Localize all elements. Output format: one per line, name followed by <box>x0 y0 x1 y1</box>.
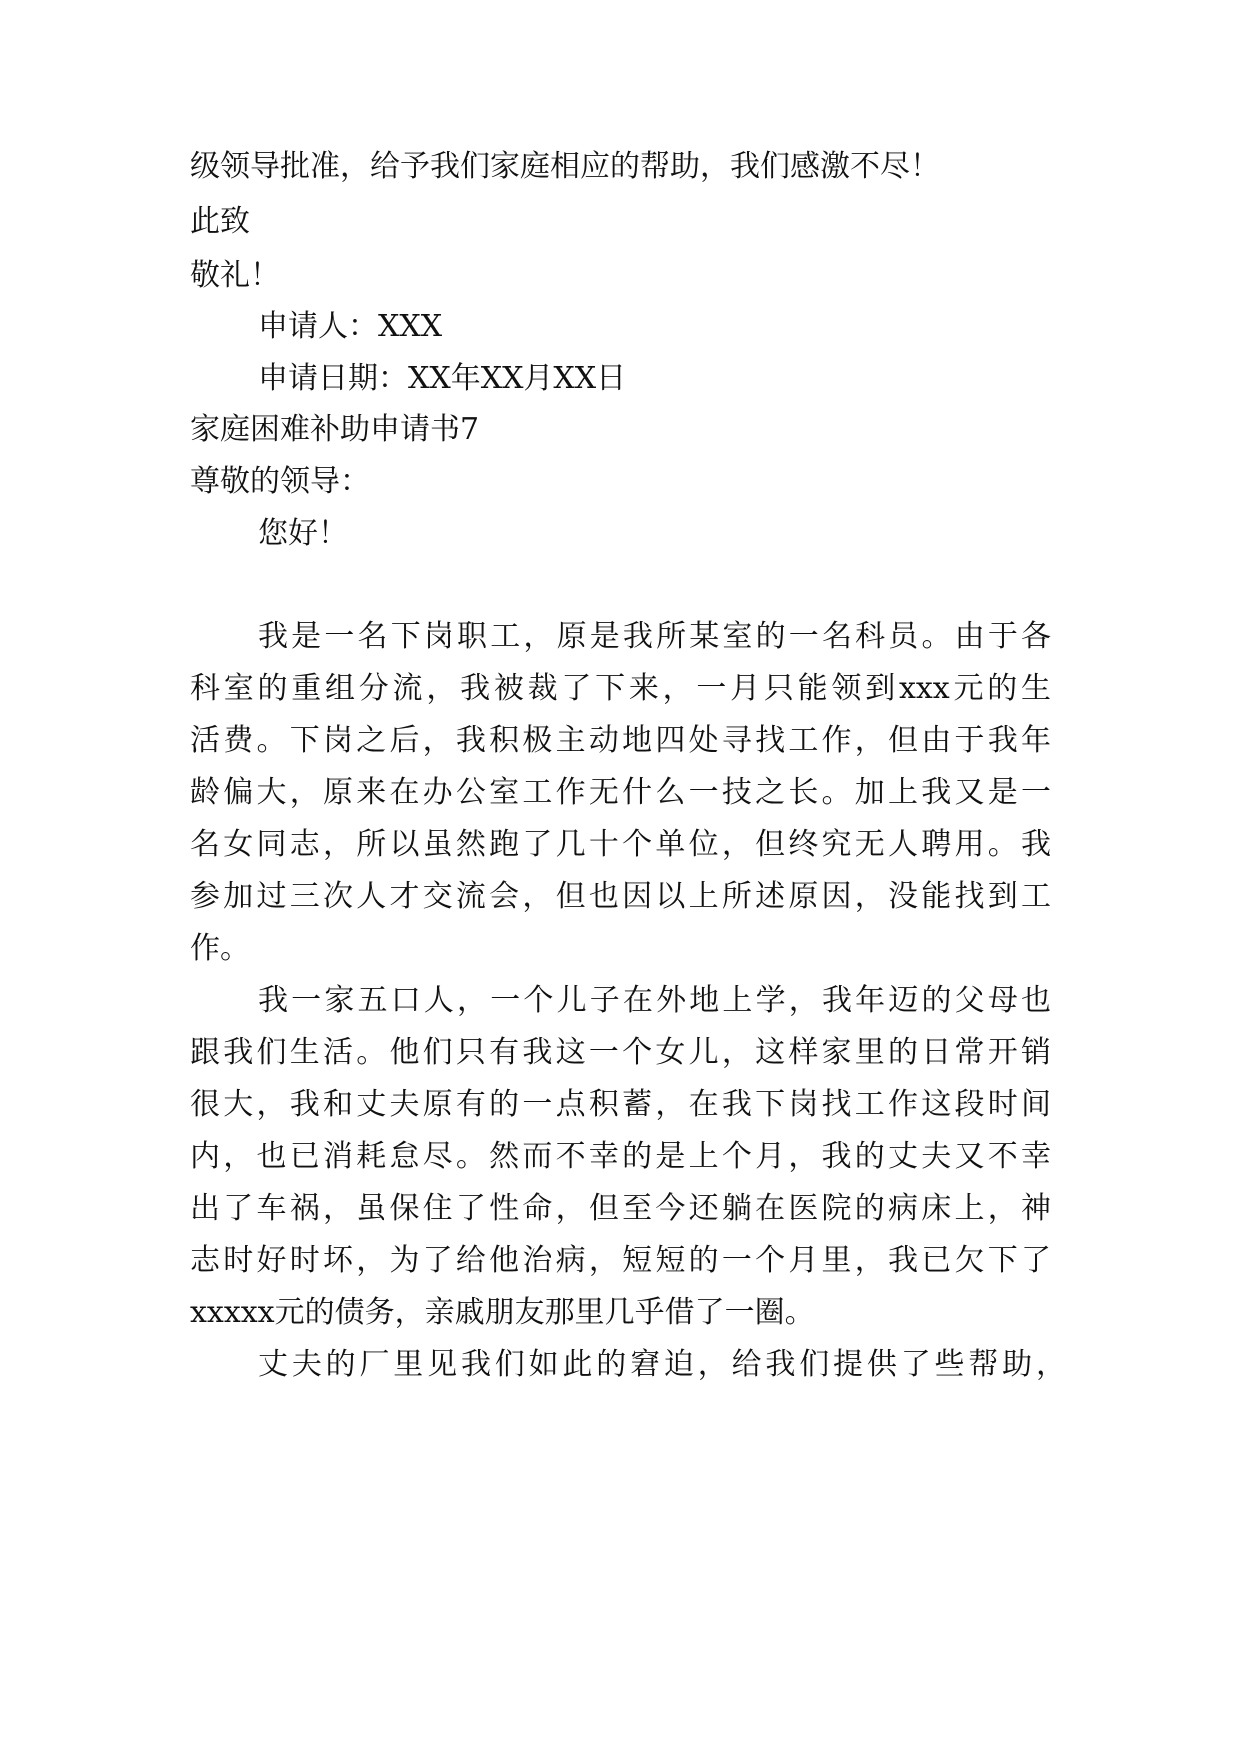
greeting: 您好！ <box>258 516 348 551</box>
paragraph-1-line: 名女同志，所以虽然跑了几十个单位，但终究无人聘用。我 <box>190 827 1051 862</box>
salutation: 尊敬的领导： <box>190 464 370 499</box>
paragraph-2-line: 志时好时坏，为了给他治病，短短的一个月里，我已欠下了 <box>190 1243 1051 1278</box>
paragraph-2-line: 内，也已消耗怠尽。然而不幸的是上个月，我的丈夫又不幸 <box>190 1139 1051 1174</box>
closing-line-3: 敬礼！ <box>190 258 280 293</box>
paragraph-1-line: 科室的重组分流，我被裁了下来，一月只能领到xxx元的生 <box>190 671 1051 706</box>
paragraph-2-line: 出了车祸，虽保住了性命，但至今还躺在医院的病床上，神 <box>190 1191 1051 1226</box>
paragraph-2-line: 我一家五口人，一个儿子在外地上学，我年迈的父母也 <box>258 983 1051 1018</box>
closing-line-2: 此致 <box>190 204 250 239</box>
paragraph-1-line: 参加过三次人才交流会，但也因以上所述原因，没能找到工 <box>190 879 1051 914</box>
paragraph-2-line: 很大，我和丈夫原有的一点积蓄，在我下岗找工作这段时间 <box>190 1087 1051 1122</box>
paragraph-1-line: 作。 <box>190 931 250 966</box>
applicant-line: 申请人：XXX <box>258 309 443 344</box>
apply-date-line: 申请日期：XX年XX月XX日 <box>258 361 627 396</box>
paragraph-1-line: 龄偏大，原来在办公室工作无什么一技之长。加上我又是一 <box>190 775 1051 810</box>
letter-title: 家庭困难补助申请书7 <box>190 412 480 447</box>
paragraph-3-line: 丈夫的厂里见我们如此的窘迫，给我们提供了些帮助， <box>258 1347 1066 1382</box>
paragraph-1-line: 我是一名下岗职工，原是我所某室的一名科员。由于各 <box>258 619 1051 654</box>
paragraph-2-line: 跟我们生活。他们只有我这一个女儿，这样家里的日常开销 <box>190 1035 1051 1070</box>
paragraph-2-line: xxxxx元的债务，亲戚朋友那里几乎借了一圈。 <box>190 1295 815 1330</box>
paragraph-1-line: 活费。下岗之后，我积极主动地四处寻找工作，但由于我年 <box>190 723 1051 758</box>
closing-line-1: 级领导批准，给予我们家庭相应的帮助，我们感激不尽！ <box>190 149 940 184</box>
